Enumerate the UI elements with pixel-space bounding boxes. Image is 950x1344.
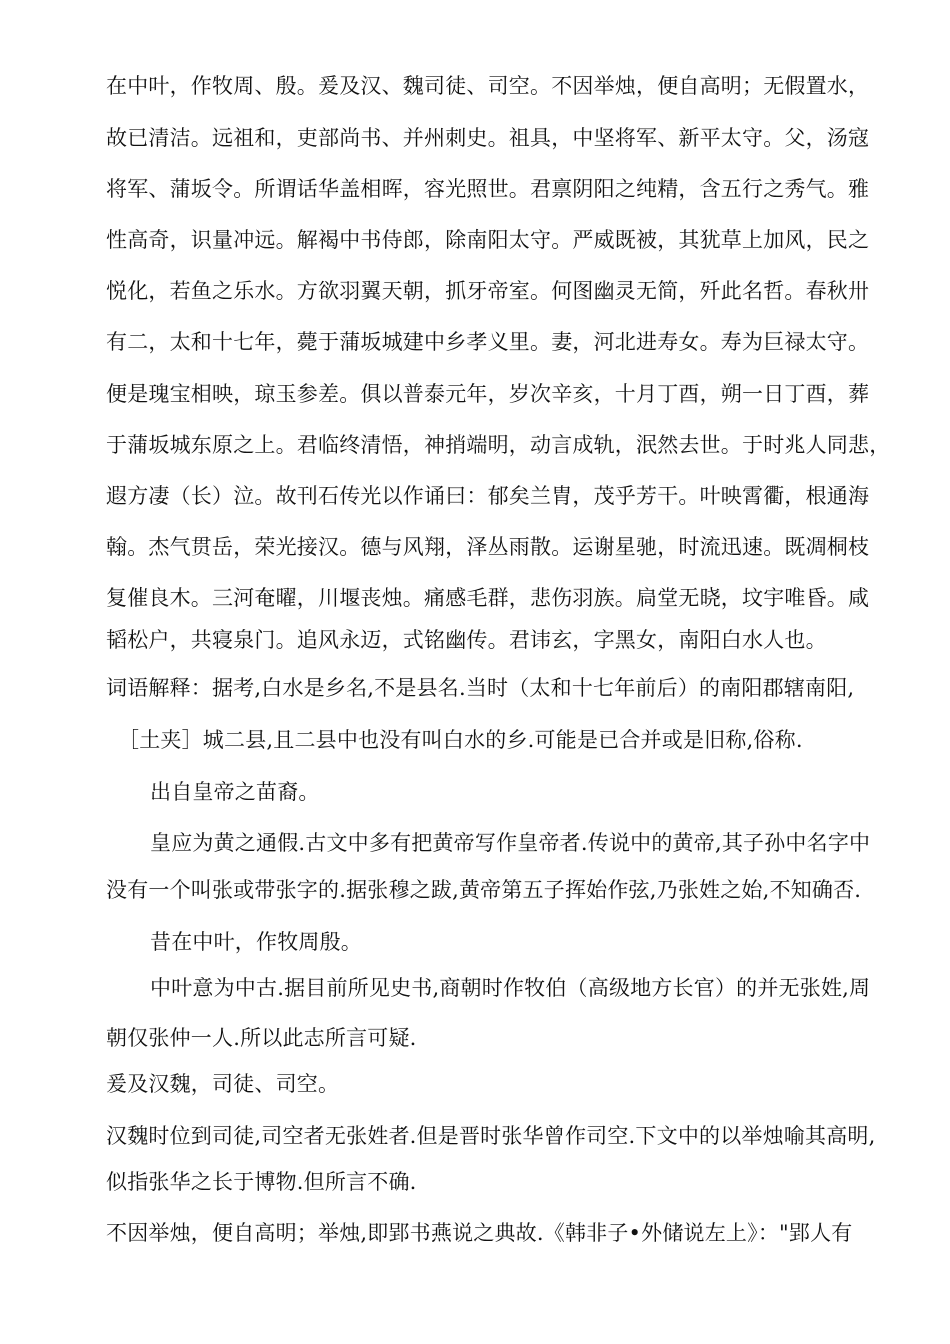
quote-line: 昔在中叶，作牧周殷。 xyxy=(150,930,362,954)
text-line: 汉魏时位到司徒,司空者无张姓者.但是晋时张华曾作司空.下文中的以举烛喻其高明, xyxy=(106,1124,876,1148)
text-line: 翰。杰气贯岳，荣光接汉。德与风翔，泽丛雨散。运谢星驰，时流迅速。既凋桐枝 xyxy=(106,535,870,559)
quote-line: 出自皇帝之苗裔。 xyxy=(150,780,320,804)
text-line: 有二，太和十七年，薨于蒲坂城建中乡孝义里。妻，河北进寿女。寿为巨禄太守。 xyxy=(106,330,870,354)
text-line: 故已清洁。远祖和，吏部尚书、并州刺史。祖具，中坚将军、新平太守。父，汤寇 xyxy=(106,126,870,150)
text-line: 中叶意为中古.据目前所见史书,商朝时作牧伯（高级地方长官）的并无张姓,周 xyxy=(150,976,871,1000)
text-line: 似指张华之长于博物.但所言不确. xyxy=(106,1170,417,1194)
glossary-heading-line: 词语解释：据考,白水是乡名,不是县名.当时（太和十七年前后）的南阳郡辖南阳, xyxy=(106,676,855,700)
text-line: 复催良木。三河奄曜，川堰丧烛。痛感毛群，悲伤羽族。扃堂无晓，坟宇唯昏。咸 xyxy=(106,586,870,610)
text-line: 朝仅张仲一人.所以此志所言可疑. xyxy=(106,1026,417,1050)
text-line: 韬松户，共寝泉门。追风永迈，式铭幽传。君讳玄，字黑女，南阳白水人也。 xyxy=(106,628,827,652)
text-line: 遐方凄（长）泣。故刊石传光以作诵曰：郁矣兰胄，茂乎芳干。叶映霄衢，根通海 xyxy=(106,484,870,508)
quote-line: 爰及汉魏，司徒、司空。 xyxy=(106,1072,340,1096)
text-line: 便是瑰宝相映，琼玉参差。俱以普泰元年，岁次辛亥，十月丁酉，朔一日丁酉，葬 xyxy=(106,382,870,406)
text-line: 在中叶，作牧周、殷。爰及汉、魏司徒、司空。不因举烛，便自高明；无假置水， xyxy=(106,74,870,98)
text-line: 将军、蒲坂令。所谓话华盖相晖，容光照世。君禀阴阳之纯精，含五行之秀气。雅 xyxy=(106,177,870,201)
text-line: 皇应为黄之通假.古文中多有把黄帝写作皇帝者.传说中的黄帝,其子孙中名字中 xyxy=(150,831,871,855)
text-line: 没有一个叫张或带张字的.据张穆之跋,黄帝第五子挥始作弦,乃张姓之始,不知确否. xyxy=(106,878,862,902)
text-line: 于蒲坂城东原之上。君临终清悟，神捎端明，动言成轨，泯然去世。于时兆人同悲， xyxy=(106,433,891,457)
text-line: 性高奇，识量冲远。解褐中书侍郎，除南阳太守。严威既被，其犹草上加风，民之 xyxy=(106,228,870,252)
text-line: 不因举烛，便自高明；举烛,即郢书燕说之典故.《韩非子•外储说左上》："郢人有 xyxy=(106,1221,853,1245)
text-line: ［土夹］城二县,且二县中也没有叫白水的乡.可能是已合并或是旧称,俗称. xyxy=(118,728,803,752)
text-line: 悦化，若鱼之乐水。方欲羽翼天朝，抓牙帝室。何图幽灵无简，歼此名哲。春秋卅 xyxy=(106,279,870,303)
